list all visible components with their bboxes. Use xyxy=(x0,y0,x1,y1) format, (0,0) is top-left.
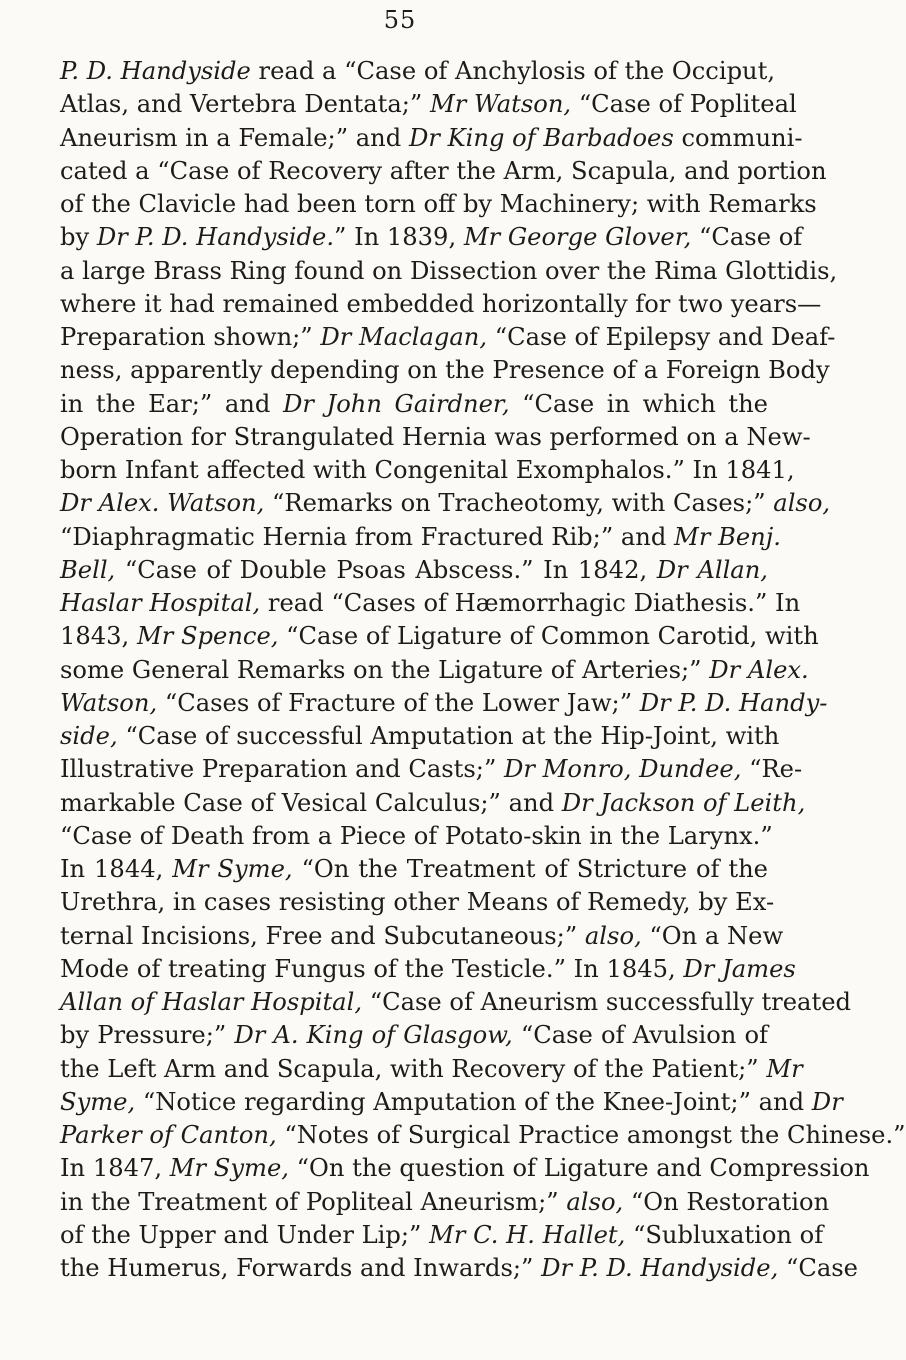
text-segment: ness, apparently depending on the Presence of a Foreign Body xyxy=(60,356,830,385)
text-line xyxy=(60,155,827,188)
italic-name-segment: Mr Spence, xyxy=(136,622,279,651)
text-line xyxy=(60,554,768,587)
text-line xyxy=(60,354,830,387)
text-segment: ternal Incisions, Free and Subcutaneous;” xyxy=(60,921,585,950)
text-segment: cated a “Case of Recovery after the Arm, Scapula, and portion xyxy=(60,156,827,185)
text-segment: 1843, xyxy=(60,622,137,651)
text-segment: In 1844, xyxy=(60,855,173,883)
page-number: 55 xyxy=(383,6,417,34)
text-segment: “Case of Ligature of Common Carotid, with xyxy=(278,622,819,651)
text-segment: Mode of treating Fungus of the Testicle.” In 1845, xyxy=(60,954,684,983)
italic-name-segment: Mr xyxy=(766,1054,803,1083)
text-line xyxy=(60,787,806,820)
text-segment: “Case xyxy=(778,1254,858,1282)
text-segment: by Pressure;” xyxy=(60,1021,235,1050)
text-line xyxy=(60,1119,906,1152)
italic-name-segment: Dr King of Barbadoes xyxy=(408,123,674,152)
italic-name-segment: Mr Syme, xyxy=(172,855,293,883)
body-text xyxy=(60,55,906,1285)
text-line xyxy=(60,321,836,354)
text-line xyxy=(60,1219,824,1252)
text-segment: “Remarks on Tracheotomy, with Cases;” xyxy=(264,489,774,518)
text-line xyxy=(60,587,801,620)
text-line xyxy=(60,88,797,121)
text-line xyxy=(60,1252,858,1285)
text-segment: Atlas, and Vertebra Dentata;” xyxy=(60,90,430,119)
text-segment: of the Upper and Under Lip;” xyxy=(60,1220,430,1249)
text-line xyxy=(60,454,795,487)
text-line xyxy=(60,421,811,454)
italic-name-segment: also, xyxy=(584,921,642,950)
text-segment: “Case of Epilepsy and Deaf- xyxy=(487,323,836,351)
italic-name-segment: also, xyxy=(566,1187,624,1216)
italic-name-segment: Haslar Hospital, xyxy=(60,589,261,617)
italic-name-segment: Dr Alex. xyxy=(709,655,809,684)
italic-name-segment: Dr James xyxy=(683,954,796,983)
italic-name-segment: Syme, xyxy=(60,1087,136,1116)
text-segment: in the Treatment of Popliteal Aneurism;” xyxy=(60,1187,567,1216)
text-segment: ” In 1839, xyxy=(334,223,464,252)
text-line xyxy=(60,487,831,520)
text-segment: “Case of successful Amputation at the Hip-Joint, with xyxy=(117,722,780,750)
italic-name-segment: P. D. Handyside xyxy=(60,57,251,85)
text-segment: some General Remarks on the Ligature of Arteries;” xyxy=(60,655,710,684)
text-line xyxy=(60,1019,768,1052)
text-segment: “On the question of Ligature and Compression xyxy=(288,1154,870,1183)
text-line xyxy=(60,654,809,687)
text-segment: in the Ear;” and xyxy=(60,389,283,418)
italic-name-segment: Dr A. King of Glasgow, xyxy=(234,1021,513,1050)
text-segment: “Case of Avulsion of xyxy=(512,1021,768,1050)
italic-name-segment: Bell, xyxy=(60,555,116,584)
text-segment: communi- xyxy=(673,123,803,152)
text-line xyxy=(60,953,796,986)
text-line xyxy=(60,388,768,421)
text-segment: Preparation shown;” xyxy=(60,323,321,351)
text-segment: the Humerus, Forwards and Inwards;” xyxy=(60,1254,542,1282)
text-line xyxy=(60,1086,843,1119)
text-segment: “Notes of Surgical Practice amongst the Chinese.” xyxy=(276,1121,906,1149)
italic-name-segment: side, xyxy=(60,722,118,750)
text-line xyxy=(60,853,768,886)
text-segment: Operation for Strangulated Hernia was performed on a New- xyxy=(60,422,811,451)
text-segment: “On the Treatment of Stricture of the xyxy=(292,855,768,883)
text-segment: Aneurism in a Female;” and xyxy=(60,123,409,152)
italic-name-segment: Mr Watson, xyxy=(429,90,572,119)
text-line xyxy=(60,55,776,88)
text-line xyxy=(60,521,781,554)
italic-name-segment: also, xyxy=(773,489,831,518)
italic-name-segment: Mr Syme, xyxy=(169,1154,289,1183)
text-line xyxy=(60,1186,830,1219)
italic-name-segment: Dr Alex. Watson, xyxy=(60,489,265,518)
text-line xyxy=(60,820,773,853)
text-line xyxy=(60,221,803,254)
text-line xyxy=(60,620,819,653)
italic-name-segment: Dr P. D. Handy- xyxy=(639,688,828,717)
text-segment: In 1847, xyxy=(60,1154,170,1183)
italic-name-segment: Parker of Canton, xyxy=(60,1121,277,1149)
text-line xyxy=(60,886,775,919)
text-segment: markable Case of Vesical Calculus;” and xyxy=(60,788,562,817)
italic-name-segment: Dr Jackson of Leith, xyxy=(561,788,806,817)
text-segment: “Case of Aneurism successfully treated xyxy=(362,988,851,1016)
text-segment: “Case of Death from a Piece of Potato-skin in the Larynx.” xyxy=(60,821,773,850)
italic-name-segment: Watson, xyxy=(60,688,158,717)
text-segment: “Case of xyxy=(691,223,803,252)
text-segment: “Case of Popliteal xyxy=(571,90,797,119)
italic-name-segment: Mr C. H. Hallet, xyxy=(429,1220,626,1249)
italic-name-segment: Dr John Gairdner, xyxy=(282,389,510,418)
text-line xyxy=(60,920,784,953)
text-segment: “Diaphragmatic Hernia from Fractured Rib;” and xyxy=(60,522,675,551)
text-line xyxy=(60,122,803,155)
text-line xyxy=(60,720,780,753)
text-segment: read “Cases of Hæmorrhagic Diathesis.” In xyxy=(260,589,801,617)
italic-name-segment: Mr George Glover, xyxy=(463,223,692,252)
italic-name-segment: Mr Benj. xyxy=(674,522,781,551)
text-segment: “Cases of Fracture of the Lower Jaw;” xyxy=(157,688,640,717)
text-line xyxy=(60,188,817,221)
italic-name-segment: Dr P. D. Handyside, xyxy=(541,1254,779,1282)
text-segment: a large Brass Ring found on Dissection over the Rima Glottidis, xyxy=(60,256,838,285)
text-segment: born Infant affected with Congenital Exomphalos.” In 1841, xyxy=(60,456,795,484)
text-line xyxy=(60,753,803,786)
text-segment: “On Restoration xyxy=(623,1187,830,1216)
text-segment: where it had remained embedded horizontally for two years— xyxy=(60,289,822,318)
text-line xyxy=(60,986,851,1019)
text-segment: “Re- xyxy=(741,755,803,784)
text-segment: Illustrative Preparation and Casts;” xyxy=(60,755,505,784)
text-segment: “Case of Double Psoas Abscess.” In 1842, xyxy=(115,555,657,584)
text-line xyxy=(60,1152,870,1185)
text-segment: “On a New xyxy=(641,921,784,950)
italic-name-segment: Dr P. D. Handyside. xyxy=(96,223,335,252)
italic-name-segment: Dr Allan, xyxy=(656,555,768,584)
text-segment: by xyxy=(60,223,97,252)
text-segment: of the Clavicle had been torn off by Machinery; with Remarks xyxy=(60,190,817,218)
text-line xyxy=(60,255,838,288)
text-line xyxy=(60,288,822,321)
text-segment: read a “Case of Anchylosis of the Occiput, xyxy=(250,57,776,85)
italic-name-segment: Dr Monro, Dundee, xyxy=(504,755,742,784)
text-segment: “Notice regarding Amputation of the Knee-Joint;” and xyxy=(135,1087,812,1116)
italic-name-segment: Dr Maclagan, xyxy=(320,323,488,351)
text-segment: “Subluxation of xyxy=(625,1220,824,1249)
text-segment: the Left Arm and Scapula, with Recovery of the Patient;” xyxy=(60,1054,767,1083)
text-line xyxy=(60,687,828,720)
italic-name-segment: Allan of Haslar Hospital, xyxy=(60,988,363,1016)
italic-name-segment: Dr xyxy=(811,1087,843,1116)
text-line xyxy=(60,1053,803,1086)
text-segment: Urethra, in cases resisting other Means of Remedy, by Ex- xyxy=(60,888,775,917)
text-segment: “Case in which the xyxy=(509,389,768,418)
